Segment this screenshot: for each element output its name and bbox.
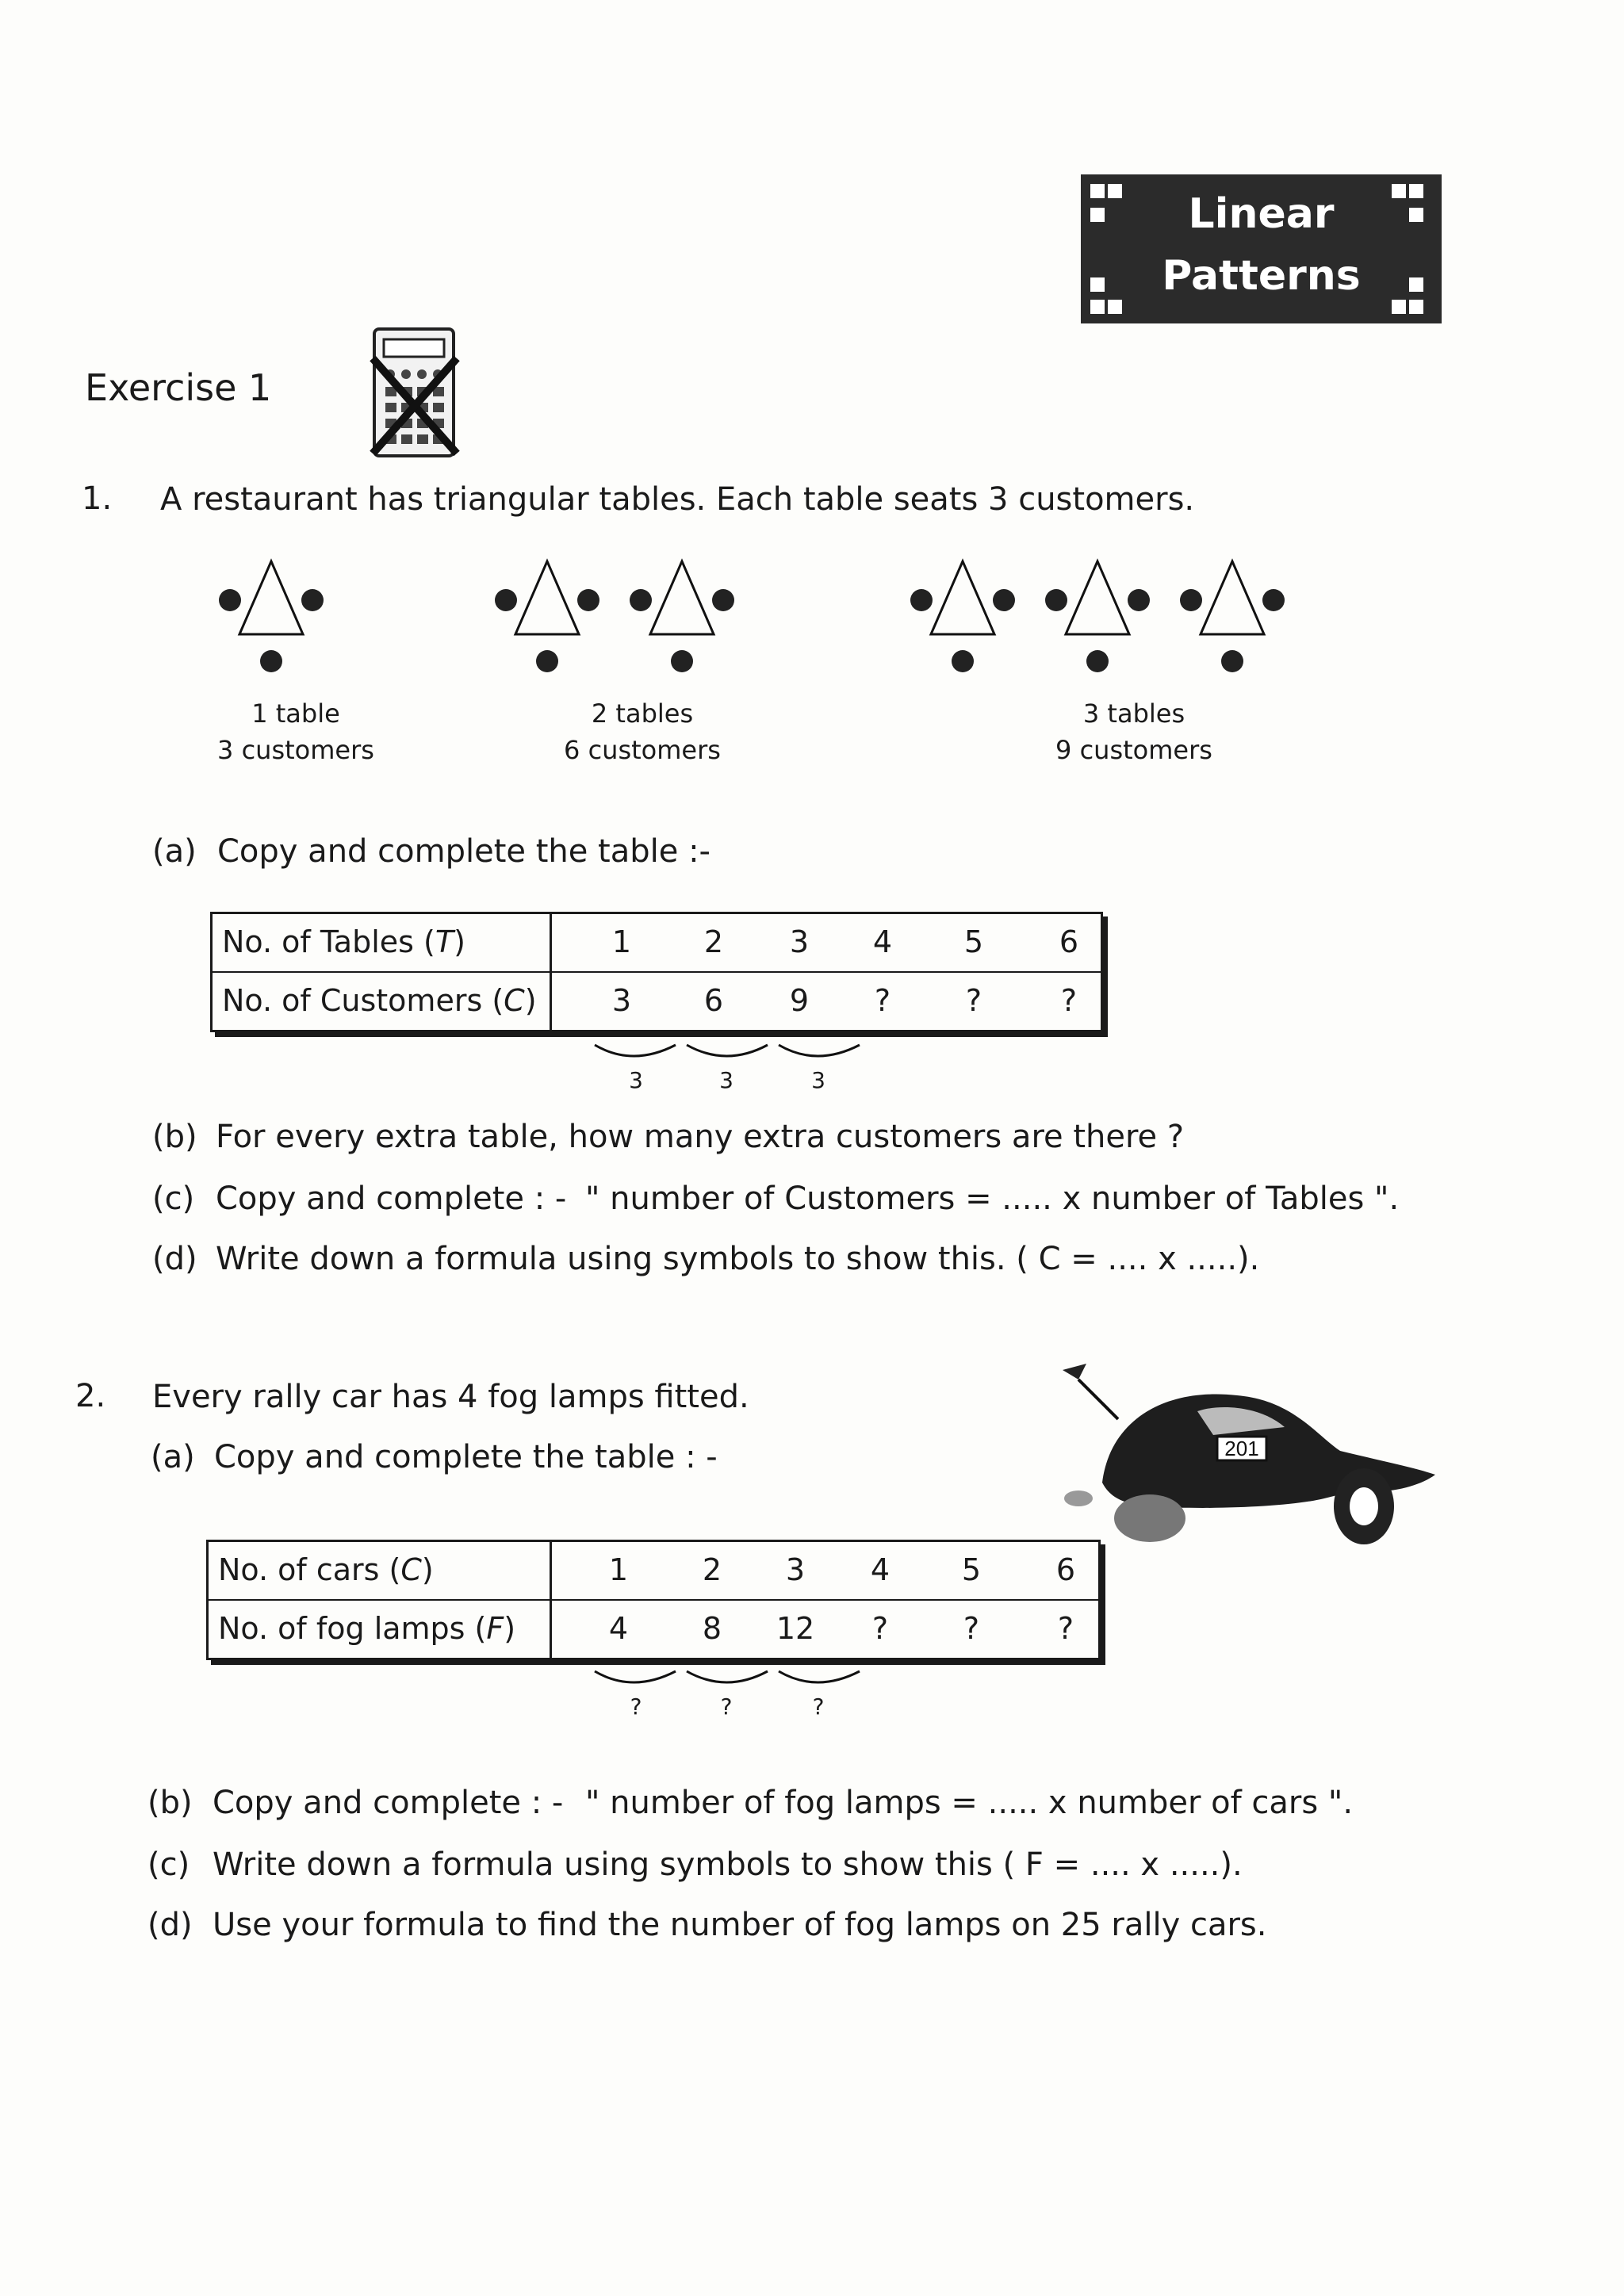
row-label-variable: F xyxy=(486,1611,504,1646)
group-caption-line1: 1 table xyxy=(251,698,340,729)
triangle-table xyxy=(219,561,324,672)
q1-a-text: Copy and complete the table :- xyxy=(217,833,710,870)
triangle-tables-diagram xyxy=(214,555,1324,682)
table-cell: 5 xyxy=(961,1552,982,1587)
no-calculator-icon xyxy=(366,317,465,460)
triangle-table xyxy=(630,561,734,672)
q2-table xyxy=(206,1540,1101,1660)
difference-label: 3 xyxy=(811,1067,825,1093)
table-cell: 2 xyxy=(702,1552,722,1587)
row-label xyxy=(218,1609,515,1648)
table-row xyxy=(213,914,1101,971)
q1-a-label: (a) xyxy=(152,833,197,870)
triangle-table xyxy=(910,561,1015,672)
table-cell: 4 xyxy=(870,1552,891,1587)
row-label-close: ) xyxy=(421,1552,434,1587)
table-cell: ? xyxy=(1057,1611,1074,1646)
q2-b-label: (b) xyxy=(147,1785,193,1821)
row-label-text: No. of Tables ( xyxy=(222,924,435,959)
row-label-variable: T xyxy=(435,924,454,959)
table-cell: 2 xyxy=(703,924,724,959)
q1-text: A restaurant has triangular tables. Each table seats 3 customers. xyxy=(160,481,1195,518)
table-cell: 1 xyxy=(611,924,632,959)
q1-d-text: Write down a formula using symbols to show this. ( C = .... x .....). xyxy=(216,1241,1260,1277)
difference-label: ? xyxy=(720,1693,733,1720)
q2-a-text: Copy and complete the table : - xyxy=(214,1439,718,1475)
table-cell: 4 xyxy=(608,1611,629,1646)
table-cell: 4 xyxy=(872,924,893,959)
table-cell: ? xyxy=(871,1611,889,1646)
q2-d-text: Use your formula to find the number of fog lamps on 25 rally cars. xyxy=(213,1907,1267,1943)
group-caption-2 xyxy=(539,695,745,768)
row-label-text: No. of cars ( xyxy=(218,1552,401,1587)
car-number: 201 xyxy=(1224,1437,1259,1460)
group-caption-line1: 2 tables xyxy=(591,698,694,729)
q2-text: Every rally car has 4 fog lamps fitted. xyxy=(152,1379,749,1415)
table-row xyxy=(209,1542,1098,1599)
table-cell: 9 xyxy=(789,983,810,1018)
q2-b-quote: " number of fog lamps = ..... x number of cars ". xyxy=(585,1785,1354,1821)
q1-b-text: For every extra table, how many extra customers are there ? xyxy=(216,1119,1185,1155)
badge-title-line1: Linear xyxy=(1188,190,1335,238)
row-label-variable: C xyxy=(400,1552,422,1587)
q2-c-text: Write down a formula using symbols to show this ( F = .... x .....). xyxy=(213,1846,1243,1883)
table-cell: 5 xyxy=(963,924,984,959)
difference-label: 3 xyxy=(719,1067,733,1093)
table-cell: 1 xyxy=(608,1552,629,1587)
title-badge xyxy=(1081,174,1442,323)
q1-d-label: (d) xyxy=(152,1241,197,1277)
q2-d-label: (d) xyxy=(147,1907,193,1943)
row-label-close: ) xyxy=(504,1611,516,1646)
table-cell: 6 xyxy=(1059,924,1079,959)
table-cell: 6 xyxy=(1055,1552,1076,1587)
q1-c-label: (c) xyxy=(152,1181,195,1217)
triangle-table xyxy=(1045,561,1150,672)
group-caption-line2: 3 customers xyxy=(217,735,374,765)
table-cell: ? xyxy=(874,983,891,1018)
difference-label: ? xyxy=(812,1693,825,1720)
q1-c-quote: " number of Customers = ..... x number of Tables ". xyxy=(585,1181,1400,1217)
row-label-text: No. of Customers ( xyxy=(222,983,504,1018)
q1-table xyxy=(210,912,1103,1032)
table-row xyxy=(213,971,1101,1030)
difference-label: ? xyxy=(630,1693,642,1720)
group-caption-3 xyxy=(1031,695,1237,768)
q1-b-label: (b) xyxy=(152,1119,197,1155)
q2-c-label: (c) xyxy=(147,1846,190,1883)
exercise-title: Exercise 1 xyxy=(85,366,272,409)
q1-c-text: Copy and complete : - xyxy=(216,1181,567,1217)
row-label-close: ) xyxy=(454,924,465,959)
group-caption-line1: 3 tables xyxy=(1082,698,1185,729)
q2-difference-arcs xyxy=(587,1665,872,1697)
row-label-close: ) xyxy=(524,983,537,1018)
row-label-variable: C xyxy=(504,983,525,1018)
table-cell: 8 xyxy=(702,1611,722,1646)
q1-number: 1. xyxy=(82,480,113,517)
group-caption-line2: 6 customers xyxy=(564,735,721,765)
table-cell: ? xyxy=(1060,983,1078,1018)
table-cell: ? xyxy=(965,983,982,1018)
row-label xyxy=(222,981,537,1020)
rally-car-illustration xyxy=(1055,1348,1451,1570)
group-caption-line2: 9 customers xyxy=(1055,735,1212,765)
group-caption-1 xyxy=(193,695,399,768)
difference-label: 3 xyxy=(629,1067,643,1093)
table-cell: 3 xyxy=(611,983,632,1018)
table-cell: 3 xyxy=(789,924,810,959)
triangle-table xyxy=(495,561,599,672)
triangle-table xyxy=(1180,561,1285,672)
table-cell: 3 xyxy=(785,1552,806,1587)
q2-b-text: Copy and complete : - xyxy=(213,1785,564,1821)
row-label xyxy=(218,1550,434,1590)
row-label xyxy=(222,922,465,962)
table-cell: 6 xyxy=(703,983,724,1018)
q2-a-label: (a) xyxy=(151,1439,195,1475)
table-cell: ? xyxy=(963,1611,980,1646)
table-cell: 12 xyxy=(776,1611,815,1646)
table-row xyxy=(209,1599,1098,1658)
row-label-text: No. of fog lamps ( xyxy=(218,1611,487,1646)
q1-difference-arcs xyxy=(587,1039,872,1070)
badge-title-line2: Patterns xyxy=(1162,252,1361,300)
q2-number: 2. xyxy=(75,1378,106,1414)
